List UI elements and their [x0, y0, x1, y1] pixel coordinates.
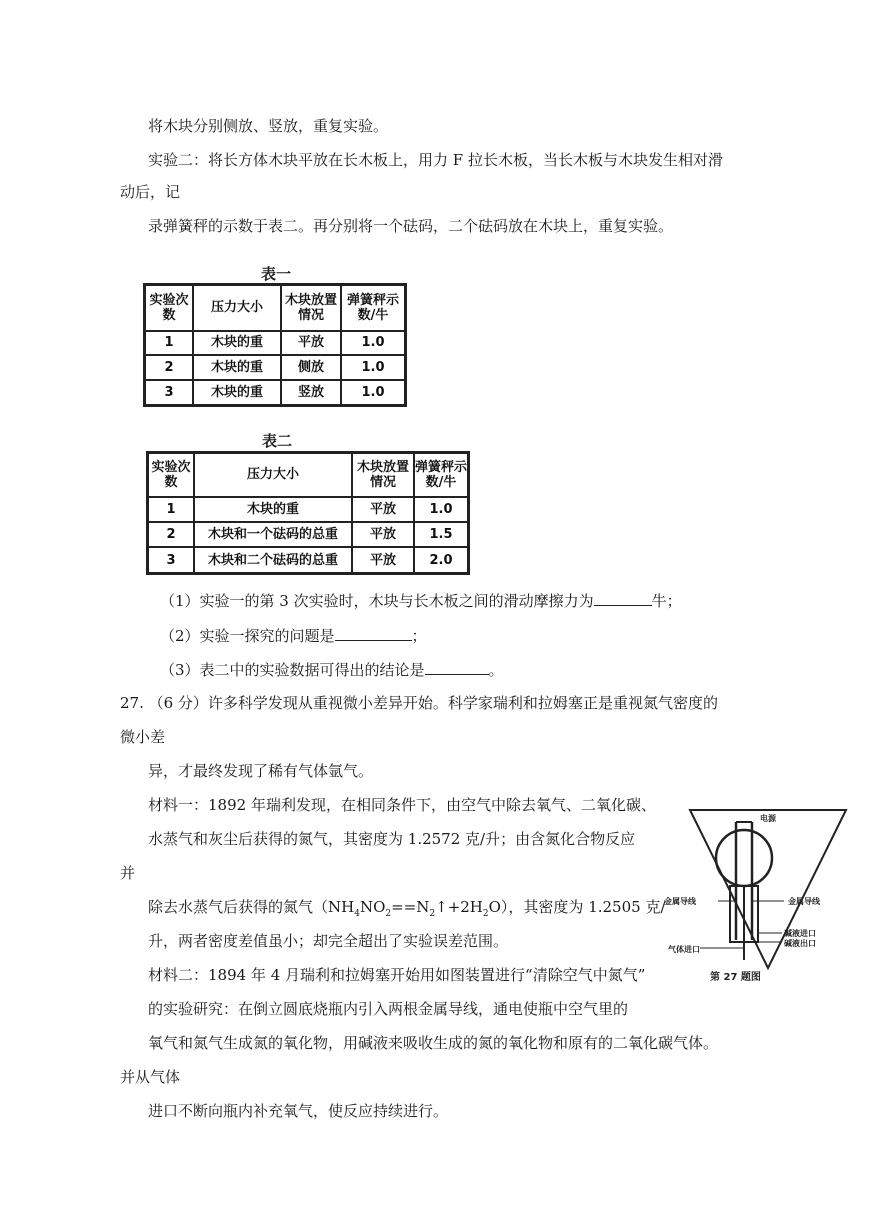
q27-line2: 微小差: [120, 728, 166, 746]
table-cell: 1.0: [414, 497, 469, 522]
answer-blank-1[interactable]: [594, 590, 652, 606]
table-cell: 木块的重: [193, 380, 281, 406]
table-row: [148, 497, 469, 522]
table-row: [145, 331, 406, 356]
label-alkali-out: 碱液出口: [784, 939, 816, 948]
table-cell: 1.5: [414, 522, 469, 547]
label-alkali-in: 碱液进口: [784, 929, 816, 938]
table-cell: 2: [145, 355, 194, 380]
table-cell: 木块和二个砝码的总重: [194, 547, 352, 573]
table-cell: 平放: [352, 522, 414, 547]
table-cell: 平放: [281, 331, 341, 356]
answer-blank-3[interactable]: [425, 659, 489, 675]
table-cell: 2: [148, 522, 195, 547]
material1-line5: 升，两者密度差值虽小；却完全超出了实验误差范围。: [148, 932, 509, 950]
answer-blank-2[interactable]: [335, 625, 412, 641]
question-1-text: （1）实验一的第 3 次实验时，木块与长木板之间的滑动摩擦力为: [160, 592, 594, 610]
table1: [143, 283, 407, 407]
flask-icon: [716, 830, 772, 886]
table2-header-reading: 弹簧秤示数/牛: [414, 453, 469, 497]
table2-header-pressure: 压力大小: [194, 453, 352, 497]
table2: [146, 451, 470, 575]
table-cell: 竖放: [281, 380, 341, 406]
table-cell: 木块的重: [193, 331, 281, 356]
formula-part: ↑+2H: [435, 898, 483, 916]
table-cell: 平放: [352, 497, 414, 522]
material2-line2: 的实验研究：在倒立圆底烧瓶内引入两根金属导线，通电使瓶中空气里的: [148, 1000, 629, 1018]
material1-line1: 材料一：1892 年瑞利发现，在相同条件下，由空气中除去氧气、二氧化碳、: [148, 796, 656, 814]
formula-sub: 2: [385, 909, 392, 919]
material1-line4: [148, 897, 666, 924]
table1-caption: 表一: [261, 265, 292, 283]
label-left-wire: 金属导线: [664, 897, 696, 906]
material2-line1: 材料二：1894 年 4 月瑞利和拉姆塞开始用如图装置进行“清除空气中氮气”: [148, 966, 646, 984]
table1-header-placement: 木块放置情况: [281, 285, 341, 331]
exp2-line3: 录弹簧秤的示数于表二。再分别将一个砝码，二个砝码放在木块上，重复实验。: [148, 217, 674, 235]
table1-header-trial: 实验次数: [145, 285, 194, 331]
table-cell: 3: [148, 547, 195, 573]
label-right-wire: 金属导线: [788, 897, 820, 906]
question-1-unit: 牛；: [651, 592, 682, 610]
question-2: [160, 625, 427, 646]
table-cell: 侧放: [281, 355, 341, 380]
table1-header-reading: 弹簧秤示数/牛: [341, 285, 406, 331]
table2-header-trial: 实验次数: [148, 453, 195, 497]
formula-sub: 2: [429, 909, 436, 919]
formula-part: ==N: [391, 898, 430, 916]
formula-sub: 4: [354, 909, 360, 919]
table-cell: 木块的重: [194, 497, 352, 522]
table-cell: 1.0: [341, 380, 406, 406]
formula-part: 除去水蒸气后获得的氮气（NH: [148, 898, 355, 916]
q27-line3: 异，才最终发现了稀有气体氩气。: [148, 762, 374, 780]
formula-part: O），其密度为 1.2505 克/: [488, 898, 666, 916]
material2-line5: 进口不断向瓶内补充氧气，使反应持续进行。: [148, 1102, 449, 1120]
table2-caption: 表二: [262, 432, 293, 450]
table-row: [148, 522, 469, 547]
table2-header-placement: 木块放置情况: [352, 453, 414, 497]
material2-line3: 氧气和氮气生成氮的氧化物，用碱液来吸收生成的氮的氧化物和原有的二氧化碳气体。: [148, 1034, 719, 1052]
material1-line3: 并: [120, 864, 136, 882]
table-cell: 1: [145, 331, 194, 356]
question-3: [160, 659, 504, 680]
apparatus-figure: [662, 800, 862, 990]
label-power: 电源: [760, 814, 776, 823]
table-cell: 2.0: [414, 547, 469, 573]
material2-line4: 并从气体: [120, 1068, 181, 1086]
material1-line2: 水蒸气和灰尘后获得的氮气，其密度为 1.2572 克/升；由含氮化合物反应: [148, 830, 636, 848]
q27-line1: 27. （6 分）许多科学发现从重视微小差异开始。科学家瑞利和拉姆塞正是重视氮气密度的: [120, 694, 718, 712]
table-cell: 1.0: [341, 331, 406, 356]
formula-part: NO: [359, 898, 386, 916]
table-row: [145, 380, 406, 406]
question-3-text: （3）表二中的实验数据可得出的结论是: [160, 661, 425, 679]
label-gas-in: 气体进口: [668, 945, 700, 954]
question-2-text: （2）实验一探究的问题是: [160, 627, 335, 645]
table-cell: 1: [148, 497, 195, 522]
question-1: [160, 590, 682, 611]
table-cell: 3: [145, 380, 194, 406]
table-cell: 1.0: [341, 355, 406, 380]
table-cell: 平放: [352, 547, 414, 573]
question-3-end: 。: [488, 661, 504, 679]
exp2-line1: 实验二：将长方体木块平放在长木板上，用力 F 拉长木板，当长木板与木块发生相对滑: [148, 151, 723, 169]
table1-header-pressure: 压力大小: [193, 285, 281, 331]
para-side-vertical: 将木块分别侧放、竖放，重复实验。: [148, 117, 389, 135]
exp2-line2: 动后，记: [120, 183, 181, 201]
table-cell: 木块和一个砝码的总重: [194, 522, 352, 547]
figure-caption: 第 27 题图: [710, 972, 761, 983]
formula-sub: 2: [482, 909, 489, 919]
table-row: [145, 355, 406, 380]
question-2-end: ；: [411, 627, 427, 645]
table-cell: 木块的重: [193, 355, 281, 380]
table-row: [148, 547, 469, 573]
